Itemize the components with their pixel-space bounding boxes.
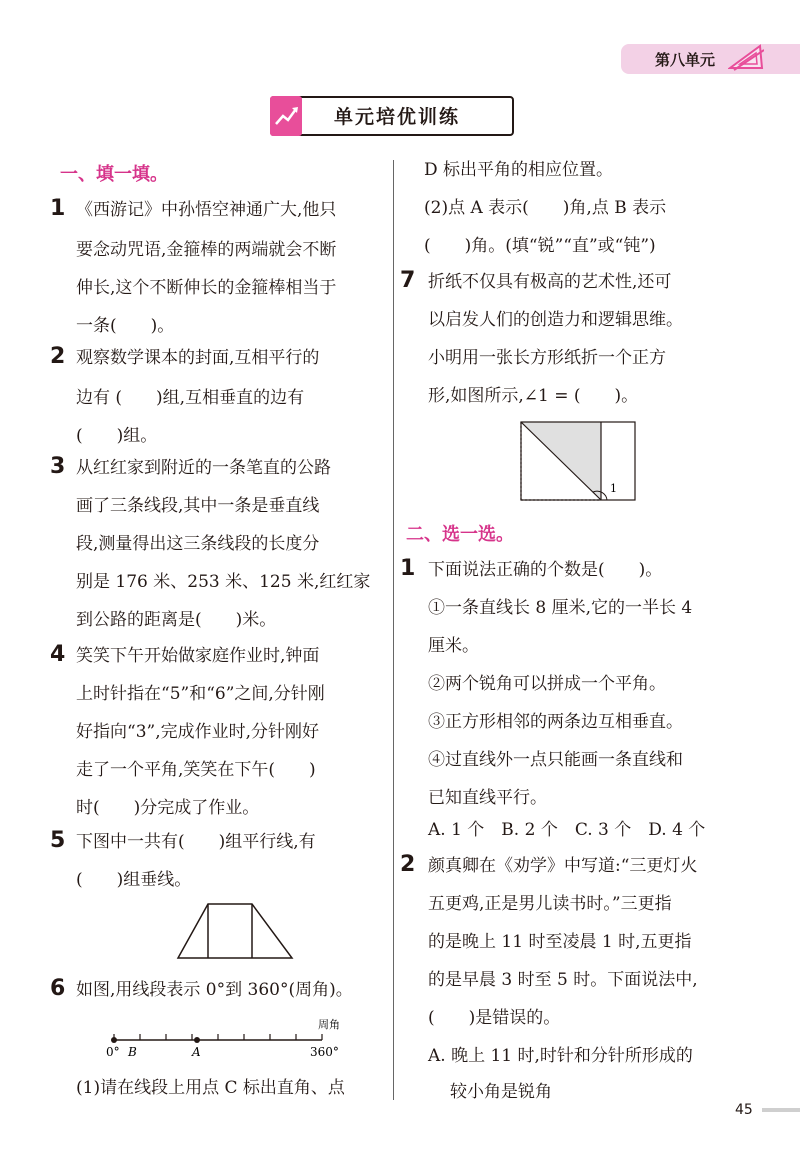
q3-line: 到公路的距离是( )米。 <box>76 610 277 630</box>
c2-option-a: A. 晚上 11 时,时针和分针所形成的 <box>428 1046 693 1066</box>
c1-item: 已知直线平行。 <box>428 788 547 808</box>
c1-item: ②两个锐角可以拼成一个平角。 <box>428 674 666 694</box>
page-number: 45 <box>735 1102 753 1118</box>
question-number: 3 <box>50 454 66 479</box>
q4-line: 好指向“3”,完成作业时,分针刚好 <box>76 722 320 742</box>
trapezoid-figure <box>170 900 300 962</box>
label-360: 360° <box>310 1045 339 1059</box>
c1-item: ③正方形相邻的两条边互相垂直。 <box>428 712 683 732</box>
section-fill-heading: 一、填一填。 <box>60 164 168 185</box>
label-zhoujiao: 周角 <box>318 1018 340 1031</box>
question-number: 1 <box>400 556 416 581</box>
angle-1-label: 1 <box>610 482 617 495</box>
q1-line: 一条( )。 <box>76 316 175 336</box>
page-title: 单元培优训练 <box>334 106 461 128</box>
q2-line: ( )组。 <box>76 426 158 446</box>
q3-line: 别是 176 米、253 米、125 米,红红家 <box>76 572 371 592</box>
q7-line: 折纸不仅具有极高的艺术性,还可 <box>428 272 672 292</box>
label-b: B <box>128 1045 137 1059</box>
q7-line: 形,如图所示,∠1 = ( )。 <box>428 386 639 406</box>
q6-part1-line: (1)请在线段上用点 C 标出直角、点 <box>76 1078 345 1098</box>
chart-up-icon <box>270 96 304 136</box>
q6-part2-line: (2)点 A 表示( )角,点 B 表示 <box>424 198 667 218</box>
q5-line: 下图中一共有( )组平行线,有 <box>76 832 316 852</box>
question-number: 7 <box>400 268 416 293</box>
question-number: 2 <box>50 344 66 369</box>
question-number: 1 <box>50 196 66 221</box>
c1-item: ①一条直线长 8 厘米,它的一半长 4 <box>428 598 693 618</box>
c1-stem: 下面说法正确的个数是( )。 <box>428 560 663 580</box>
c2-line: 的是早晨 3 时至 5 时。下面说法中, <box>428 970 698 990</box>
question-number: 6 <box>50 976 66 1001</box>
c2-option-a: 较小角是锐角 <box>450 1082 552 1102</box>
c1-item: ④过直线外一点只能画一条直线和 <box>428 750 683 770</box>
q5-line: ( )组垂线。 <box>76 870 192 890</box>
q4-line: 上时针指在“5”和“6”之间,分针刚 <box>76 684 325 704</box>
q6-part1-line: D 标出平角的相应位置。 <box>424 160 614 180</box>
folded-paper-figure <box>518 420 640 506</box>
c2-line: 颜真卿在《劝学》中写道:“三更灯火 <box>428 856 698 876</box>
q7-line: 以启发人们的创造力和逻辑思维。 <box>428 310 683 330</box>
question-number: 4 <box>50 642 66 667</box>
q4-line: 时( )分完成了作业。 <box>76 798 260 818</box>
page-bar <box>762 1108 800 1112</box>
column-divider <box>393 160 394 1100</box>
q2-line: 观察数学课本的封面,互相平行的 <box>76 348 320 368</box>
triangle-ruler-icon <box>728 42 764 72</box>
unit-label: 第八单元 <box>655 51 716 69</box>
q6-part2-line: ( )角。(填“锐”“直”或“钝”) <box>424 236 656 256</box>
c2-line: 的是晚上 11 时至凌晨 1 时,五更指 <box>428 932 692 952</box>
label-zero: 0° <box>106 1045 120 1059</box>
question-number: 5 <box>50 828 66 853</box>
c1-item: 厘米。 <box>428 636 479 656</box>
q3-line: 从红红家到附近的一条笔直的公路 <box>76 458 331 478</box>
question-number: 2 <box>400 852 416 877</box>
q4-line: 走了一个平角,笑笑在下午( ) <box>76 760 316 780</box>
q2-line: 边有 ( )组,互相垂直的边有 <box>76 388 305 408</box>
q7-line: 小明用一张长方形纸折一个正方 <box>428 348 666 368</box>
q4-line: 笑笑下午开始做家庭作业时,钟面 <box>76 646 320 666</box>
q3-line: 画了三条线段,其中一条是垂直线 <box>76 496 320 516</box>
c1-options: A. 1 个 B. 2 个 C. 3 个 D. 4 个 <box>428 820 706 840</box>
q1-line: 伸长,这个不断伸长的金箍棒相当于 <box>76 278 337 298</box>
label-a: A <box>192 1045 201 1059</box>
title-box <box>270 96 514 136</box>
section-choose-heading: 二、选一选。 <box>406 524 514 545</box>
q6-line: 如图,用线段表示 0°到 360°(周角)。 <box>76 980 353 1000</box>
c2-line: ( )是错误的。 <box>428 1008 561 1028</box>
q1-line: 《西游记》中孙悟空神通广大,他只 <box>76 200 337 220</box>
q1-line: 要念动咒语,金箍棒的两端就会不断 <box>76 240 337 260</box>
c2-line: 五更鸡,正是男儿读书时。”三更指 <box>428 894 672 914</box>
unit-tab <box>621 44 800 74</box>
q3-line: 段,测量得出这三条线段的长度分 <box>76 534 320 554</box>
angle-segment-figure <box>100 1012 360 1062</box>
